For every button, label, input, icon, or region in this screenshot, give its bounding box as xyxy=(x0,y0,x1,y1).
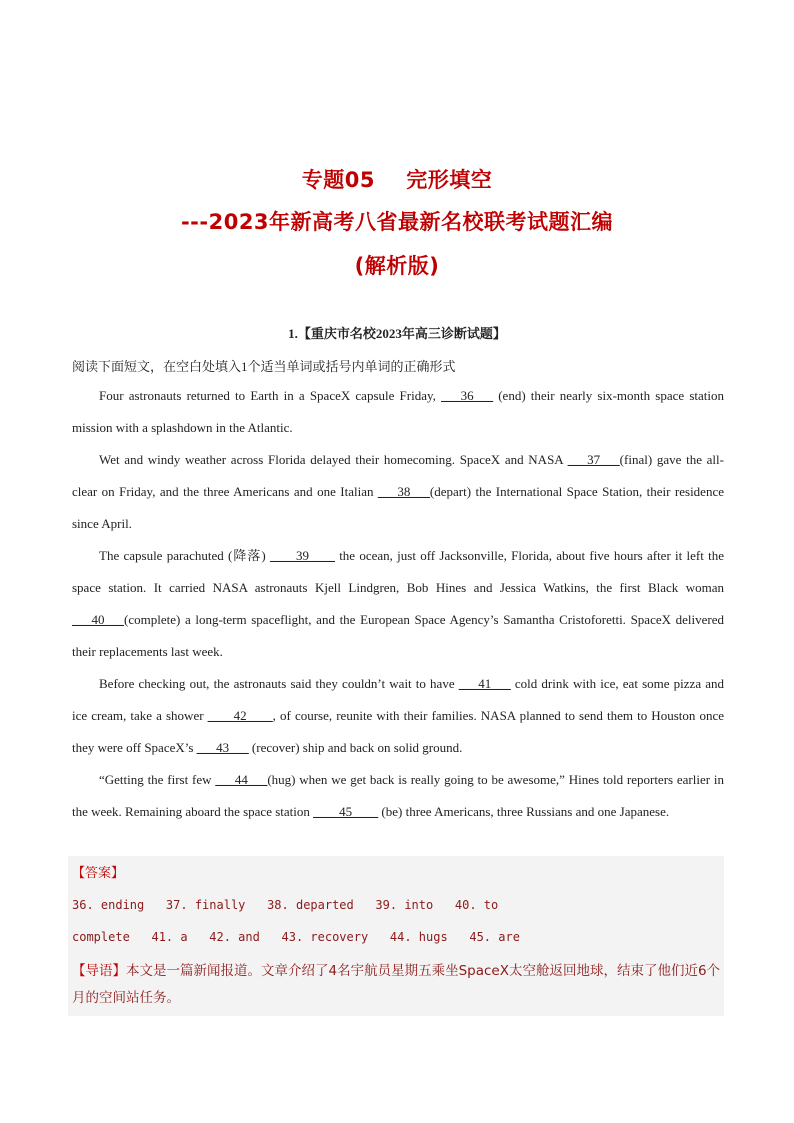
title-topic: 专题05 完形填空 xyxy=(301,168,493,192)
text: (recover) ship and back on solid ground. xyxy=(248,740,463,755)
answer-label: 【答案】 xyxy=(72,865,125,880)
text: The capsule parachuted (降落) xyxy=(99,548,270,563)
text: Before checking out, the astronauts said they couldn’t wait to have xyxy=(99,676,459,691)
paragraph-2 xyxy=(72,444,724,540)
text: (hug) when we get back is really going to be awesome,” Hines told reporters earlier in the week. Remaining aboard the space station xyxy=(72,772,724,819)
guide-paragraph xyxy=(72,958,724,1012)
paragraph-1 xyxy=(72,380,724,444)
text: (end) their nearly six-month space station mission with a splashdown in the Atlantic. xyxy=(72,388,724,435)
title-edition: (解析版) xyxy=(354,254,440,278)
paragraph-5 xyxy=(72,764,724,828)
paragraph-4 xyxy=(72,668,724,764)
text: Four astronauts returned to Earth in a SpaceX capsule Friday, xyxy=(99,388,442,403)
guide-label: 【导语】 xyxy=(72,963,126,979)
text: cold drink with ice, eat some pizza and ice cream, take a shower xyxy=(72,676,724,723)
question-heading: 1.【重庆市名校2023年高三诊断试题】 xyxy=(288,326,506,341)
blank-37: ___37___ xyxy=(567,452,620,467)
blank-40: ___40___ xyxy=(72,612,124,627)
blank-39: ____39____ xyxy=(269,548,335,563)
blank-45: ____45____ xyxy=(313,804,379,819)
text: (be) three Americans, three Russians and one Japanese. xyxy=(378,804,670,819)
text: “Getting the first few xyxy=(99,772,216,787)
text: (final) gave the all-clear on Friday, and the three Americans and one Italian xyxy=(72,452,724,499)
blank-44: ___44___ xyxy=(215,772,268,787)
blank-36: ___36___ xyxy=(441,388,494,403)
passage xyxy=(72,380,724,828)
text: (complete) a long-term spaceflight, and the European Space Agency’s Samantha Cristoforetti. SpaceX delivered their replacements last week. xyxy=(72,612,724,659)
text: the ocean, just off Jacksonville, Florida, about five hours after it left the space station. It carried NASA astronauts Kjell Lindgren, Bob Hines and Jessica Watkins, the first Black woman xyxy=(72,548,724,595)
title-subtitle: ---2023年新高考八省最新名校联考试题汇编 xyxy=(180,210,614,234)
answer-line-2: complete 41. a 42. and 43. recovery 44. hugs 45. are xyxy=(72,930,520,944)
blank-41: ___41___ xyxy=(458,676,511,691)
answer-line-1: 36. ending 37. finally 38. departed 39. into 40. to xyxy=(72,898,499,912)
paragraph-3 xyxy=(72,540,724,668)
question-instruction: 阅读下面短文，在空白处填入1个适当单词或括号内单词的正确形式 xyxy=(72,359,456,374)
guide-text: 本文是一篇新闻报道。文章介绍了4名宇航员星期五乘坐SpaceX太空舱返回地球，结束了他们近6个月的空间站任务。 xyxy=(72,963,721,1006)
text: Wet and windy weather across Florida delayed their homecoming. SpaceX and NASA xyxy=(99,452,568,467)
blank-42: ____42____ xyxy=(207,708,273,723)
blank-38: ___38___ xyxy=(377,484,430,499)
blank-43: ___43___ xyxy=(196,740,249,755)
text: , of course, reunite with their families. NASA planned to send them to Houston once they were off SpaceX’s xyxy=(72,708,725,755)
text: (depart) the International Space Station, their residence since April. xyxy=(72,484,724,531)
